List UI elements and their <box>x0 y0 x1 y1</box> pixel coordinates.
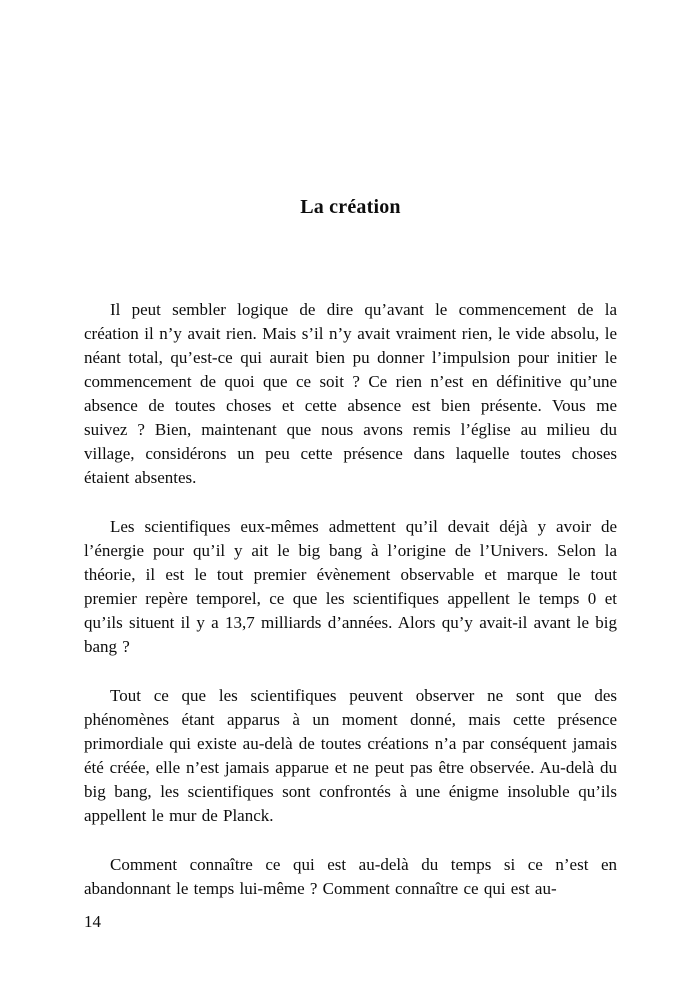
paragraph: Il peut sembler logique de dire qu’avant le commencement de la création il n’y avait rien. Mais s’il n’y avait vraiment rien, le vide absolu, le néant total, qu’est-ce qui aurait bien pu donner l’impulsion pour initier le commencement de quoi que ce soit ? Ce rien n’est en définitive qu’une absence de toutes choses et cette absence est bien présente. Vous me suivez ? Bien, maintenant que nous avons remis l’église au milieu du village, considérons un peu cette présence dans laquelle toutes choses étaient absentes. <box>84 300 617 487</box>
page-number: 14 <box>84 912 101 931</box>
page-content <box>84 0 617 926</box>
body-text <box>84 298 617 901</box>
paragraph: Comment connaître ce qui est au-delà du temps si ce n’est en abandonnant le temps lui-même ? Comment connaître ce qui est au- <box>84 855 617 898</box>
chapter-title: La création <box>300 196 401 218</box>
paragraph: Les scientifiques eux-mêmes admettent qu’il devait déjà y avoir de l’énergie pour qu’il y ait le big bang à l’origine de l’Univers. Selon la théorie, il est le tout premier évènement observable et marque le tout premier repère temporel, ce que les scientifiques appellent le temps 0 et qu’ils situent il y a 13,7 milliards d’années. Alors qu’y avait-il avant le big bang ? <box>84 517 617 656</box>
paragraph: Tout ce que les scientifiques peuvent observer ne sont que des phénomènes étant apparus à un moment donné, mais cette présence primordiale qui existe au-delà de toutes créations n’a par conséquent jamais été créée, elle n’est jamais apparue et ne peut pas être observée. Au-delà du big bang, les scientifiques sont confrontés à une énigme insoluble qu’ils appellent le mur de Planck. <box>84 686 617 825</box>
